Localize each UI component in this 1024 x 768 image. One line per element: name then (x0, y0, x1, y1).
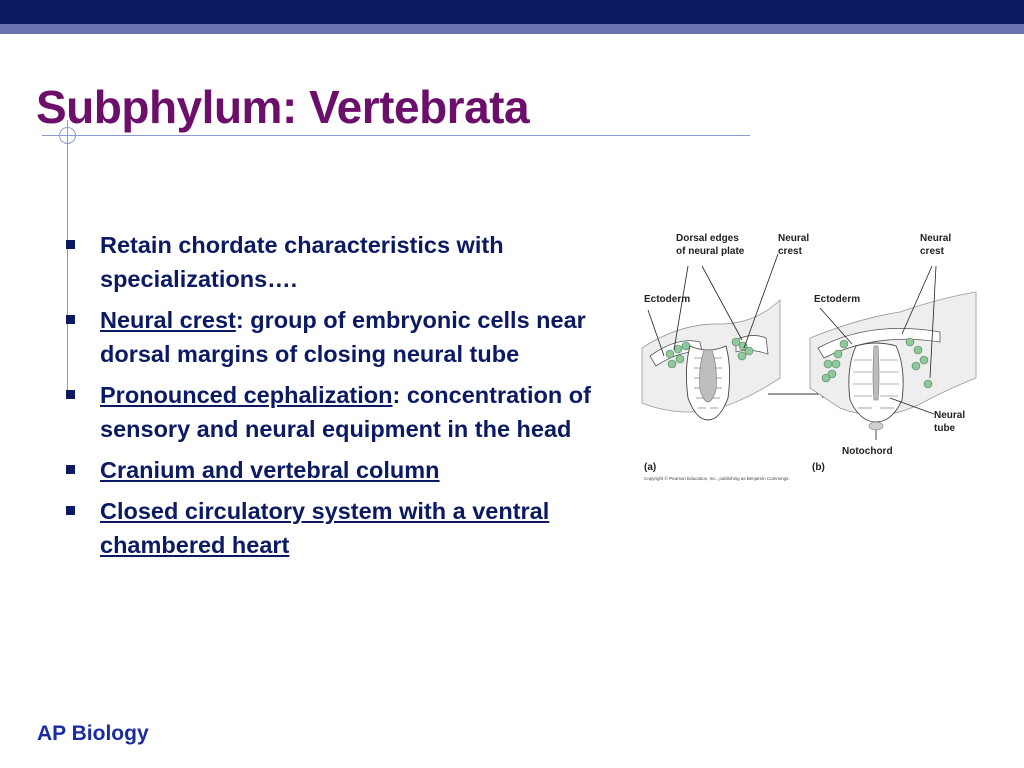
label-ectoderm-b: Ectoderm (814, 294, 861, 305)
figure-copyright: Copyright © Pearson Education, Inc., publishing as Benjamin Cummings. (644, 476, 790, 481)
label-neural-tube: tube (934, 423, 956, 434)
label-panel-a: (a) (644, 462, 657, 473)
label-notochord: Notochord (842, 446, 893, 457)
square-bullet-icon (66, 506, 75, 515)
label-panel-b: (b) (812, 462, 825, 473)
bullet-term: Closed circulatory system with a ventral chambered heart (100, 498, 550, 558)
bullet-definition: : concentration of sensory and neural equipment in the head (100, 382, 591, 442)
bullet-item (62, 494, 642, 562)
square-bullet-icon (66, 465, 75, 474)
label-dorsal-edges: Dorsal edges (676, 233, 739, 244)
label-dorsal-edges: of neural plate (676, 246, 745, 257)
title-underline-rule (42, 135, 750, 136)
label-neural-crest-a: Neural (778, 233, 810, 244)
top-banner-bar (0, 0, 1024, 24)
bullet-term: Cranium and vertebral column (100, 457, 440, 483)
bullet-term: Neural crest (100, 307, 236, 333)
panel-a-diagram (642, 254, 780, 420)
bullet-item (62, 378, 642, 446)
square-bullet-icon (66, 315, 75, 324)
slide-title: Subphylum: Vertebrata (36, 81, 530, 133)
bullet-term: Pronounced cephalization (100, 382, 393, 408)
square-bullet-icon (66, 390, 75, 399)
bullet-item (62, 303, 642, 371)
bullet-text: Retain chordate characteristics with specializations…. (100, 232, 504, 292)
bullet-definition: : group of embryonic cells near dorsal margins of closing neural tube (100, 307, 586, 367)
top-banner-stripe (0, 24, 1024, 34)
label-neural-crest-b: crest (920, 246, 944, 257)
label-neural-crest-b: Neural (920, 233, 952, 244)
neural-crest-diagram (640, 228, 980, 484)
square-bullet-icon (66, 240, 75, 249)
footer-course-label: AP Biology (37, 722, 149, 745)
bullet-item (62, 228, 642, 296)
label-neural-crest-a: crest (778, 246, 802, 257)
label-neural-tube: Neural (934, 410, 966, 421)
label-ectoderm-a: Ectoderm (644, 294, 691, 305)
bullet-item (62, 453, 642, 487)
bullet-list (62, 228, 642, 569)
